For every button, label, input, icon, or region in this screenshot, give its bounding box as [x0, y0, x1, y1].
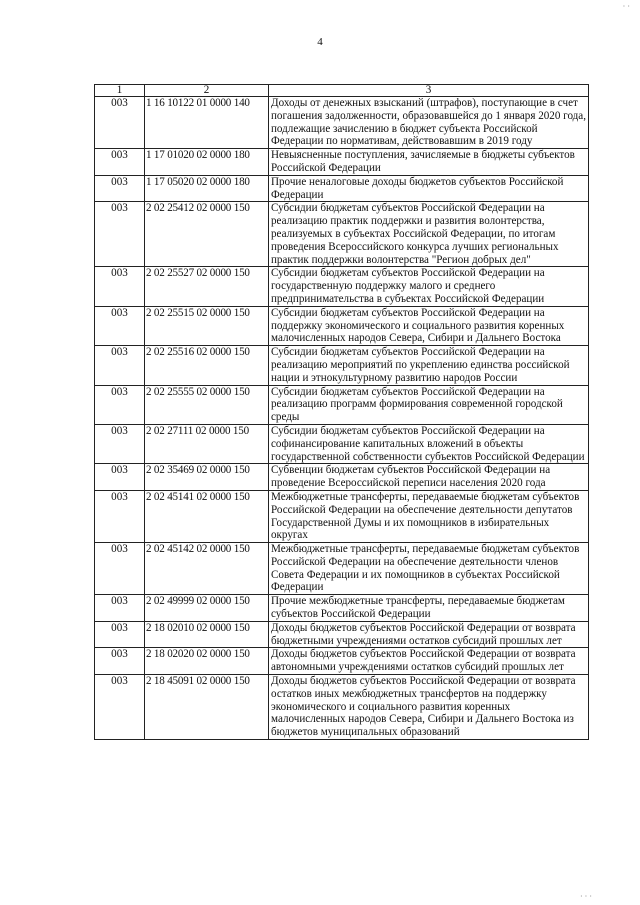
budget-code-cell: 2 18 45091 02 0000 150: [145, 675, 269, 740]
revenue-name-cell: Доходы от денежных взысканий (штрафов), поступающие в счет погашения задолженности, образовавшейся до 1 января 2020 года, подлежащие зачислению в бюджет субъекта Российской Федерации по нормативам, действовавшим в 2019 году: [269, 97, 589, 149]
admin-code-cell: 003: [95, 424, 145, 463]
table-row: [95, 543, 589, 595]
page-number: 4: [317, 36, 323, 48]
admin-code-cell: 003: [95, 490, 145, 542]
revenue-name-cell: Невыясненные поступления, зачисляемые в бюджеты субъектов Российской Федерации: [269, 149, 589, 176]
revenue-name-cell: Субсидии бюджетам субъектов Российской Федерации на государственную поддержку малого и среднего предпринимательства в субъектах Российской Федерации: [269, 267, 589, 306]
budget-code-cell: 2 02 25555 02 0000 150: [145, 385, 269, 424]
revenue-name-cell: Субвенции бюджетам субъектов Российской Федерации на проведение Всероссийской переписи населения 2020 года: [269, 464, 589, 491]
revenue-name-cell: Прочие неналоговые доходы бюджетов субъектов Российской Федерации: [269, 175, 589, 202]
revenue-codes-table: [94, 84, 589, 740]
table-row: [95, 346, 589, 385]
revenue-name-cell: Субсидии бюджетам субъектов Российской Федерации на поддержку экономического и социального развития коренных малочисленных народов Севера, Сибири и Дальнего Востока: [269, 306, 589, 345]
table-row: [95, 648, 589, 675]
top-corner-mark: · ·: [622, 2, 630, 11]
budget-code-cell: 2 02 45142 02 0000 150: [145, 543, 269, 595]
budget-code-cell: 2 02 25412 02 0000 150: [145, 202, 269, 267]
revenue-name-cell: Субсидии бюджетам субъектов Российской Федерации на софинансирование капитальных вложений в объекты государственной собственности субъектов Российской Федерации: [269, 424, 589, 463]
table-row: [95, 97, 589, 149]
table-row: [95, 385, 589, 424]
admin-code-cell: 003: [95, 97, 145, 149]
revenue-name-cell: Субсидии бюджетам субъектов Российской Федерации на реализацию практик поддержки и развития волонтерства, реализуемых в субъектах Российской Федерации, по итогам проведения Всероссийского конкурса лучших региональных практик поддержки волонтерства "Регион добрых дел": [269, 202, 589, 267]
admin-code-cell: 003: [95, 543, 145, 595]
table-row: [95, 675, 589, 740]
admin-code-cell: 003: [95, 675, 145, 740]
table-row: [95, 595, 589, 622]
budget-code-cell: 2 02 25527 02 0000 150: [145, 267, 269, 306]
admin-code-cell: 003: [95, 202, 145, 267]
revenue-name-cell: Субсидии бюджетам субъектов Российской Федерации на реализацию программ формирования современной городской среды: [269, 385, 589, 424]
admin-code-cell: 003: [95, 595, 145, 622]
column-header-1: 1: [95, 85, 145, 97]
admin-code-cell: 003: [95, 175, 145, 202]
table-row: [95, 306, 589, 345]
budget-code-cell: 2 18 02020 02 0000 150: [145, 648, 269, 675]
revenue-name-cell: Прочие межбюджетные трансферты, передаваемые бюджетам субъектов Российской Федерации: [269, 595, 589, 622]
budget-code-cell: 1 17 05020 02 0000 180: [145, 175, 269, 202]
table-header-row: [95, 85, 589, 97]
budget-code-cell: 1 17 01020 02 0000 180: [145, 149, 269, 176]
budget-code-cell: 2 02 49999 02 0000 150: [145, 595, 269, 622]
budget-code-cell: 2 02 25515 02 0000 150: [145, 306, 269, 345]
budget-code-cell: 2 02 35469 02 0000 150: [145, 464, 269, 491]
table-row: [95, 267, 589, 306]
revenue-name-cell: Доходы бюджетов субъектов Российской Федерации от возврата остатков иных межбюджетных трансфертов на поддержку экономического и социального развития коренных малочисленных народов Севера, Сибири и Дальнего Востока из бюджетов муниципальных образований: [269, 675, 589, 740]
column-header-3: 3: [269, 85, 589, 97]
table-row: [95, 621, 589, 648]
admin-code-cell: 003: [95, 346, 145, 385]
admin-code-cell: 003: [95, 385, 145, 424]
admin-code-cell: 003: [95, 267, 145, 306]
admin-code-cell: 003: [95, 149, 145, 176]
revenue-name-cell: Доходы бюджетов субъектов Российской Федерации от возврата бюджетными учреждениями остатков субсидий прошлых лет: [269, 621, 589, 648]
budget-code-cell: 2 02 27111 02 0000 150: [145, 424, 269, 463]
admin-code-cell: 003: [95, 464, 145, 491]
admin-code-cell: 003: [95, 306, 145, 345]
column-header-2: 2: [145, 85, 269, 97]
revenue-name-cell: Доходы бюджетов субъектов Российской Федерации от возврата автономными учреждениями остатков субсидий прошлых лет: [269, 648, 589, 675]
revenue-name-cell: Межбюджетные трансферты, передаваемые бюджетам субъектов Российской Федерации на обеспечение деятельности членов Совета Федерации и их помощников в субъектах Российской Федерации: [269, 543, 589, 595]
table-row: [95, 490, 589, 542]
budget-code-cell: 1 16 10122 01 0000 140: [145, 97, 269, 149]
table-row: [95, 175, 589, 202]
admin-code-cell: 003: [95, 648, 145, 675]
revenue-name-cell: Субсидии бюджетам субъектов Российской Федерации на реализацию мероприятий по укреплению единства российской нации и этнокультурному развитию народов России: [269, 346, 589, 385]
table-row: [95, 149, 589, 176]
table-row: [95, 424, 589, 463]
bottom-corner-mark: · · ·: [580, 892, 592, 901]
admin-code-cell: 003: [95, 621, 145, 648]
budget-code-cell: 2 18 02010 02 0000 150: [145, 621, 269, 648]
revenue-name-cell: Межбюджетные трансферты, передаваемые бюджетам субъектов Российской Федерации на обеспечение деятельности депутатов Государственной Думы и их помощников в избирательных округах: [269, 490, 589, 542]
budget-code-cell: 2 02 45141 02 0000 150: [145, 490, 269, 542]
table-row: [95, 202, 589, 267]
table-body: [95, 85, 589, 740]
budget-code-cell: 2 02 25516 02 0000 150: [145, 346, 269, 385]
table-row: [95, 464, 589, 491]
